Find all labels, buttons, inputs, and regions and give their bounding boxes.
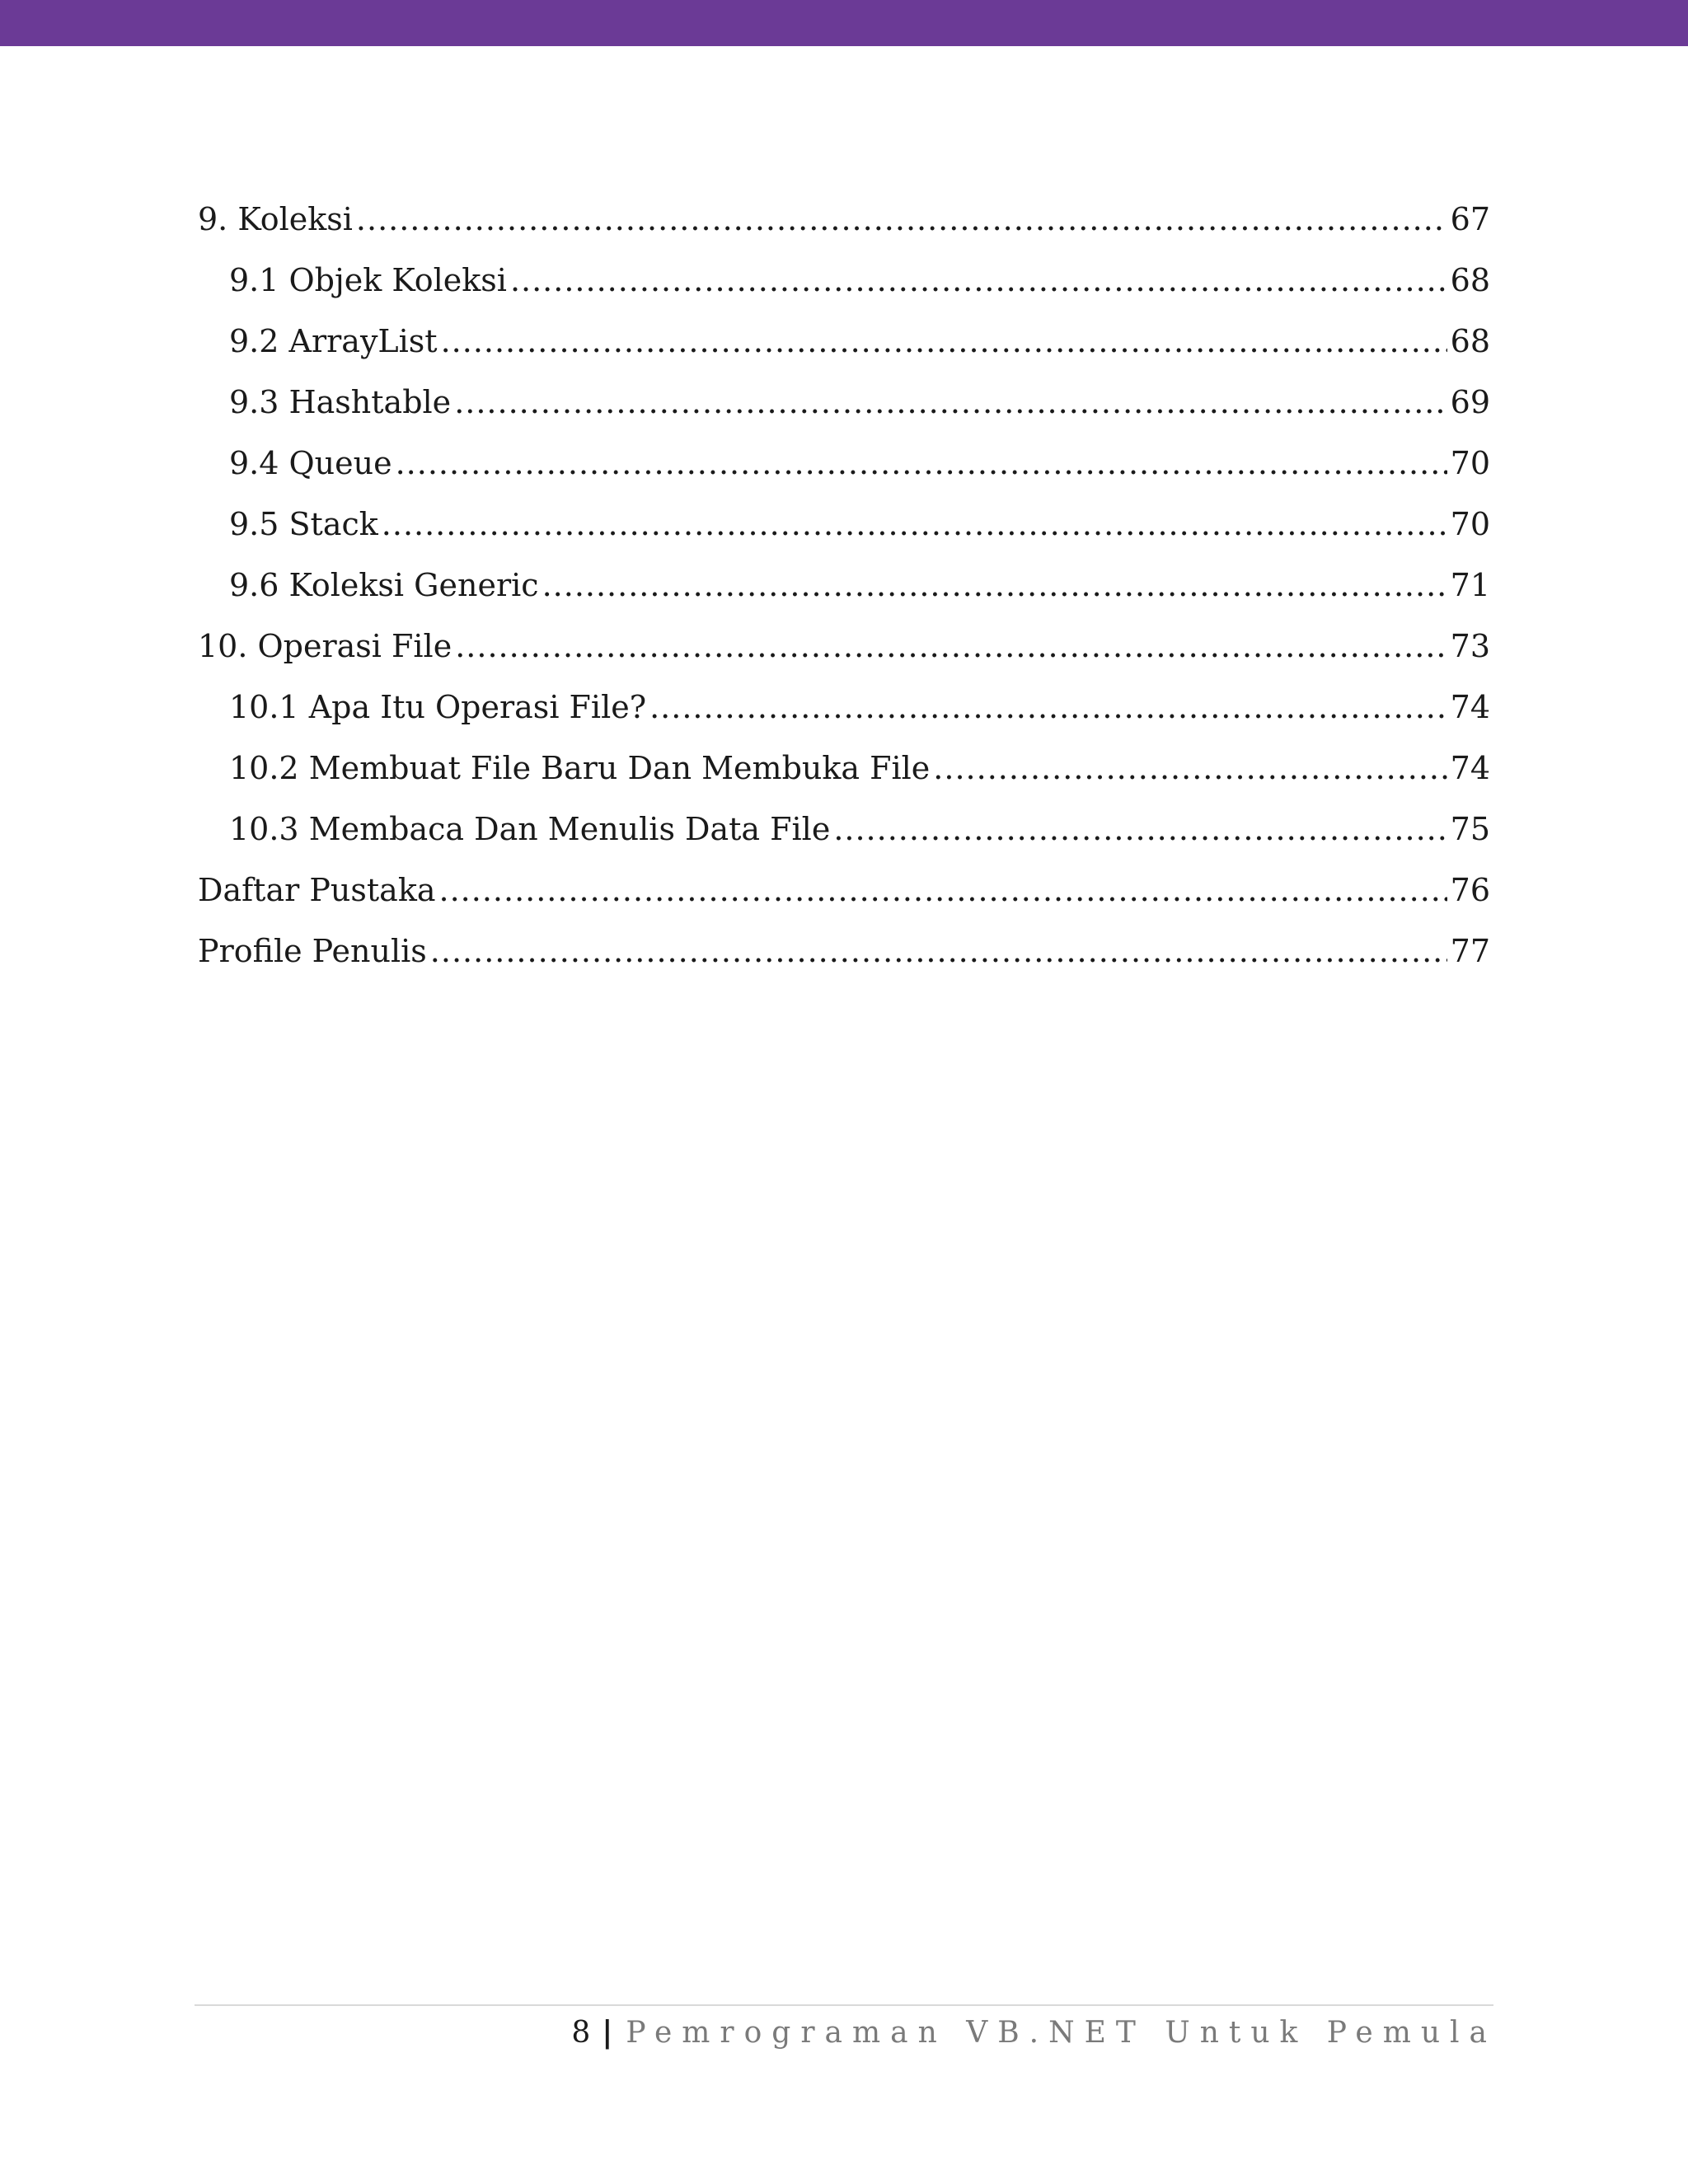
- toc-entry-label: 10.2 Membuat File Baru Dan Membuka File: [229, 750, 931, 786]
- footer-page-number: 8: [571, 2015, 591, 2050]
- toc-entry[interactable]: [198, 499, 1490, 560]
- toc-dot-leader: [430, 926, 1447, 976]
- toc-entry-label: 9.5 Stack: [229, 506, 378, 542]
- toc-dot-leader: [441, 316, 1447, 366]
- toc-entry-label: 9.4 Queue: [229, 445, 392, 481]
- toc-entry-label: 9.1 Objek Koleksi: [229, 262, 507, 298]
- toc-entry-label: Daftar Pustaka: [198, 872, 436, 908]
- toc-entry-page: 74: [1450, 750, 1490, 786]
- toc-entry-page: 70: [1450, 445, 1490, 481]
- toc-entry[interactable]: [198, 682, 1490, 743]
- toc-entry-label: 10.3 Membaca Dan Menulis Data File: [229, 811, 831, 847]
- toc-entry-label: Profile Penulis: [198, 933, 427, 969]
- toc-entry[interactable]: [198, 560, 1490, 621]
- toc-dot-leader: [454, 377, 1447, 427]
- toc-dot-leader: [542, 560, 1447, 610]
- toc-dot-leader: [933, 743, 1447, 793]
- toc-dot-leader: [833, 804, 1447, 854]
- toc-entry[interactable]: [198, 804, 1490, 865]
- toc-entry[interactable]: [198, 194, 1490, 255]
- toc-entry[interactable]: [198, 316, 1490, 377]
- footer-divider: [195, 2004, 1493, 2006]
- toc-entry-label: 10. Operasi File: [198, 628, 452, 664]
- header-band: [0, 0, 1688, 46]
- toc-entry-page: 67: [1450, 201, 1490, 237]
- toc-entry[interactable]: [198, 926, 1490, 987]
- toc-entry-label: 9.3 Hashtable: [229, 384, 452, 420]
- toc-dot-leader: [649, 682, 1447, 732]
- toc-dot-leader: [510, 255, 1447, 305]
- toc-entry-page: 75: [1450, 811, 1490, 847]
- toc-entry[interactable]: [198, 255, 1490, 316]
- toc-entry-page: 77: [1450, 933, 1490, 969]
- toc-dot-leader: [382, 499, 1447, 549]
- toc-entry-label: 9.6 Koleksi Generic: [229, 567, 539, 603]
- toc-entry-label: 9.2 ArrayList: [229, 323, 438, 359]
- toc-entry-page: 74: [1450, 689, 1490, 725]
- toc-entry[interactable]: [198, 621, 1490, 682]
- toc-entry-page: 68: [1450, 262, 1490, 298]
- toc-entry-page: 73: [1450, 628, 1490, 664]
- toc-entry-page: 69: [1450, 384, 1490, 420]
- toc-entry-label: 9. Koleksi: [198, 201, 353, 237]
- toc-entry[interactable]: [198, 865, 1490, 926]
- toc-entry-page: 68: [1450, 323, 1490, 359]
- toc-dot-leader: [439, 865, 1447, 915]
- toc-dot-leader: [455, 621, 1447, 671]
- toc-entry-page: 70: [1450, 506, 1490, 542]
- toc-entry[interactable]: [198, 377, 1490, 438]
- toc-entry-page: 71: [1450, 567, 1490, 603]
- toc-dot-leader: [396, 438, 1447, 488]
- toc-entry[interactable]: [198, 438, 1490, 499]
- toc-entry-page: 76: [1450, 872, 1490, 908]
- table-of-contents: [198, 194, 1490, 987]
- page-footer: [571, 2008, 1497, 2057]
- footer-separator: |: [602, 2015, 613, 2050]
- toc-dot-leader: [356, 194, 1447, 244]
- footer-book-title: Pemrograman VB.NET Untuk Pemula: [626, 2015, 1497, 2050]
- toc-entry[interactable]: [198, 743, 1490, 804]
- toc-entry-label: 10.1 Apa Itu Operasi File?: [229, 689, 647, 725]
